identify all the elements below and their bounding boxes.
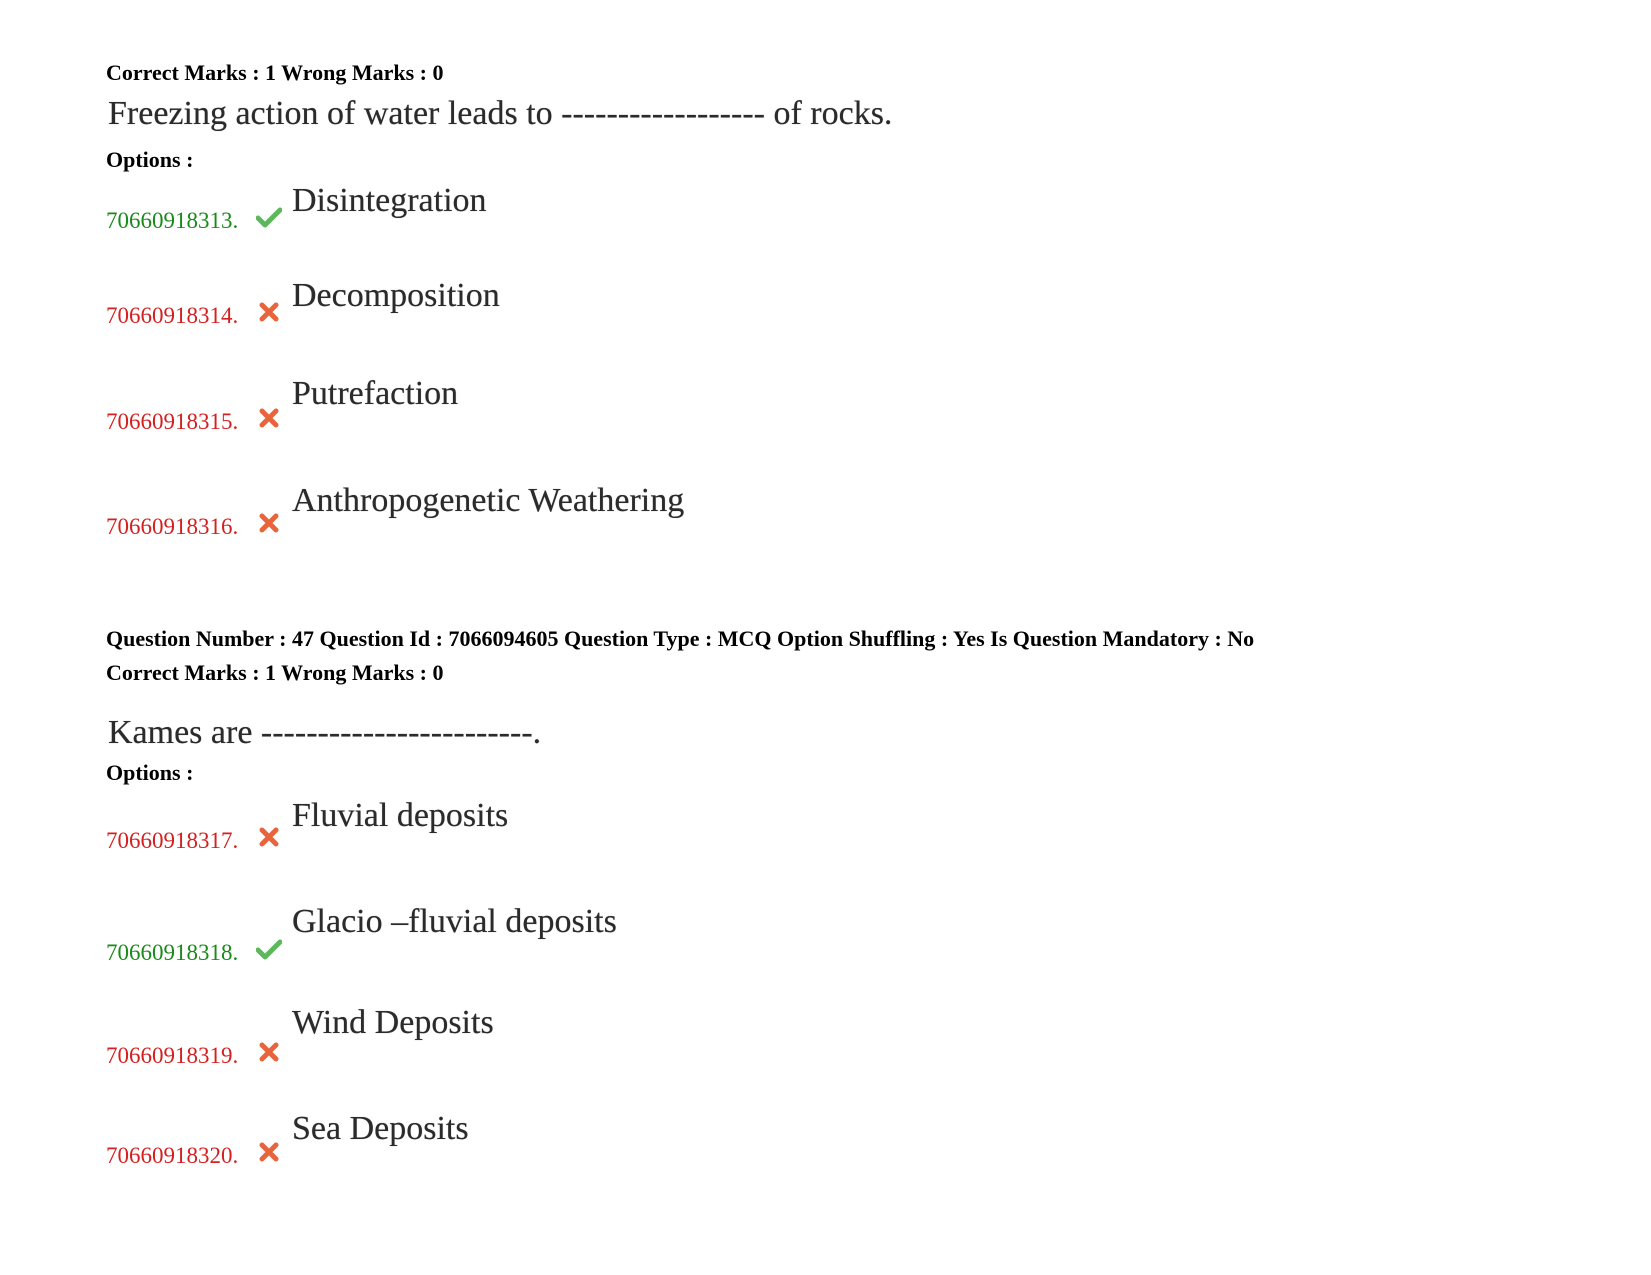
question-text: Kames are ------------------------. <box>108 714 542 751</box>
cross-icon <box>256 407 282 429</box>
option-text: Fluvial deposits <box>292 797 509 834</box>
option-text: Glacio –fluvial deposits <box>292 903 617 940</box>
option-id: 70660918314. <box>106 303 239 328</box>
option-text: Sea Deposits <box>292 1110 469 1147</box>
cross-icon <box>256 826 282 848</box>
option-id: 70660918315. <box>106 409 239 434</box>
cross-icon <box>256 512 282 534</box>
options-label: Options : <box>106 147 194 172</box>
option-text: Anthropogenetic Weathering <box>292 482 685 519</box>
option-text: Disintegration <box>292 182 487 219</box>
option-id: 70660918317. <box>106 828 239 853</box>
marks-line: Correct Marks : 1 Wrong Marks : 0 <box>106 60 444 85</box>
option-text: Wind Deposits <box>292 1004 494 1041</box>
cross-icon <box>256 1141 282 1163</box>
option-text: Decomposition <box>292 277 500 314</box>
marks-line: Correct Marks : 1 Wrong Marks : 0 <box>106 660 444 685</box>
option-id: 70660918319. <box>106 1043 239 1068</box>
question-header: Question Number : 47 Question Id : 7066094605 Question Type : MCQ Option Shuffling : Yes Is Question Mandatory : No <box>106 626 1255 651</box>
option-id: 70660918316. <box>106 514 239 539</box>
options-label: Options : <box>106 760 194 785</box>
cross-icon <box>256 301 282 323</box>
check-icon <box>256 938 282 960</box>
option-id: 70660918318. <box>106 940 239 965</box>
question-text: Freezing action of water leads to ------------------ of rocks. <box>108 95 893 132</box>
option-id: 70660918313. <box>106 208 239 233</box>
option-text: Putrefaction <box>292 375 459 412</box>
check-icon <box>256 206 282 228</box>
option-id: 70660918320. <box>106 1143 239 1168</box>
cross-icon <box>256 1041 282 1063</box>
